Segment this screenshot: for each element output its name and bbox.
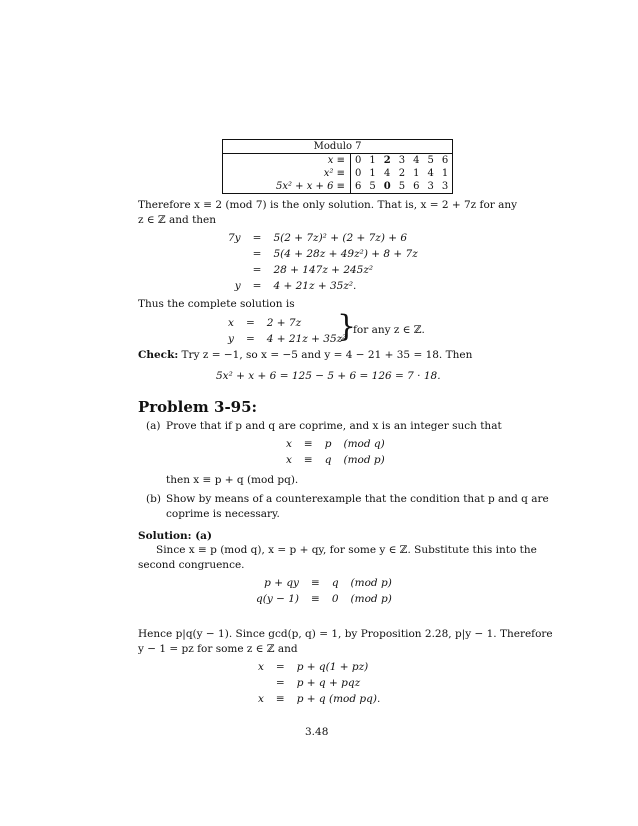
equation-op: ≡ [311, 593, 320, 605]
equation-op: = [275, 677, 285, 689]
table-cell: 6 [441, 155, 449, 166]
solution-label: Solution: (a) [138, 530, 212, 542]
table-cell: 5 [369, 181, 376, 192]
equation-mod: (mod p) [350, 593, 392, 605]
equation-op: = [252, 264, 262, 276]
table-cell: 0 [383, 181, 391, 192]
equation-lhs: 7y [228, 232, 241, 244]
equation-rhs: q [331, 577, 339, 589]
equation-lhs: x [258, 693, 264, 705]
check-text: Try z = −1, so x = −5 and y = 4 − 21 + 35 = 18. Then [178, 349, 473, 361]
equation-mod: (mod p) [343, 454, 385, 466]
right-brace-icon: } [337, 309, 357, 344]
equation-rhs: q [324, 454, 332, 466]
paragraph-line: Prove that if p and q are coprime, and x is an integer such that [166, 420, 502, 432]
equation-op: ≡ [311, 577, 320, 589]
table-cell: 1 [369, 155, 376, 166]
equation-op: ≡ [303, 454, 313, 466]
paragraph-line: Since x ≡ p (mod q), x = p + qy, for some y ∈ ℤ. Substitute this into the [156, 544, 537, 556]
equation-lhs: x [228, 317, 234, 329]
equation-op: = [245, 333, 255, 345]
equation-block [252, 659, 386, 707]
equation-rhs: p + q(1 + pz) [296, 661, 369, 673]
table-cell: 1 [441, 168, 449, 179]
table-cell: 4 [413, 155, 420, 166]
table-cell: 3 [441, 181, 449, 192]
table-row-label: x ≡ [223, 154, 351, 168]
equation-rhs: p + q (mod pq). [296, 693, 381, 705]
equation-rhs: p + q + pqz [296, 677, 361, 689]
table-cell: 3 [427, 181, 434, 192]
paragraph-line: coprime is necessary. [166, 508, 280, 520]
equation-lhs: x [286, 438, 292, 450]
equation-rhs: 0 [331, 593, 339, 605]
table-cell: 0 [355, 155, 362, 166]
congruence-block [280, 436, 391, 468]
table-cell: 0 [355, 168, 362, 179]
solution-system [222, 315, 352, 347]
equation-lhs [222, 262, 247, 278]
problem-heading: Problem 3-95: [138, 398, 258, 416]
page-number: 3.48 [305, 726, 329, 738]
modulo-table [222, 139, 453, 194]
table-cell: 1 [413, 168, 420, 179]
table-cell: 1 [369, 168, 376, 179]
modulo-table-title: Modulo 7 [223, 140, 453, 154]
equation-op: = [245, 317, 255, 329]
paragraph-line: Show by means of a counterexample that the condition that p and q are [166, 493, 549, 505]
equation-mod: (mod q) [343, 438, 385, 450]
paragraph-line: Therefore x ≡ 2 (mod 7) is the only solution. That is, x = 2 + 7z for any [138, 199, 518, 211]
paragraph-line: Hence p|q(y − 1). Since gcd(p, q) = 1, by Proposition 2.28, p|y − 1. Therefore [138, 628, 553, 640]
congruence-block [250, 575, 398, 607]
item-label: (a) [146, 420, 161, 432]
equation-rhs: 2 + 7z [266, 317, 302, 329]
table-cell: 3 [398, 155, 406, 166]
paragraph-line: z ∈ ℤ and then [138, 214, 217, 226]
equation-rhs: p [324, 438, 332, 450]
equation-rhs: 4 + 21z + 35z² [266, 333, 347, 345]
check-label: Check: [138, 349, 179, 361]
equation-rhs: 28 + 147z + 245z² [273, 264, 374, 276]
paragraph-line: then x ≡ p + q (mod pq). [166, 474, 299, 486]
table-cell: 2 [398, 168, 406, 179]
table-cell: 4 [384, 168, 391, 179]
paragraph-line: y − 1 = pz for some z ∈ ℤ and [138, 643, 298, 655]
equation-lhs: y [234, 280, 241, 292]
check-line [138, 349, 472, 362]
equation-block [222, 230, 424, 294]
equation-lhs: q(y − 1) [256, 593, 299, 605]
table-cell: 4 [427, 168, 434, 179]
table-cell: 2 [383, 155, 391, 166]
paragraph-line: Thus the complete solution is [138, 298, 295, 310]
table-row-label: x² ≡ [223, 167, 351, 180]
equation-op: = [252, 232, 262, 244]
table-cell: 5 [398, 181, 406, 192]
equation-rhs: 4 + 21z + 35z². [273, 280, 357, 292]
equation-lhs [222, 246, 247, 262]
equation-lhs: p + qy [264, 577, 299, 589]
item-label: (b) [146, 493, 161, 505]
equation-mod: (mod p) [350, 577, 392, 589]
modulo-table-grid [222, 139, 453, 194]
table-row-label: 5x² + x + 6 ≡ [223, 180, 351, 194]
equation-op: = [275, 661, 285, 673]
equation-lhs: x [286, 454, 292, 466]
equation-lhs: y [228, 333, 234, 345]
equation-rhs: 5(2 + 7z)² + (2 + 7z) + 6 [273, 232, 408, 244]
equation-lhs [252, 675, 270, 691]
equation-op: ≡ [275, 693, 285, 705]
equation-op: ≡ [303, 438, 313, 450]
equation-op: = [252, 248, 262, 260]
table-cell: 6 [355, 181, 362, 192]
table-cell: 6 [413, 181, 420, 192]
paragraph-line: second congruence. [138, 559, 245, 571]
equation-op: = [252, 280, 262, 292]
table-cell: 5 [427, 155, 434, 166]
check-equation: 5x² + x + 6 = 125 − 5 + 6 = 126 = 7 · 18. [216, 370, 441, 382]
equation-rhs: 5(4 + 28z + 49z²) + 8 + 7z [273, 248, 418, 260]
equation-lhs: x [258, 661, 264, 673]
system-tail: for any z ∈ ℤ. [353, 324, 425, 336]
